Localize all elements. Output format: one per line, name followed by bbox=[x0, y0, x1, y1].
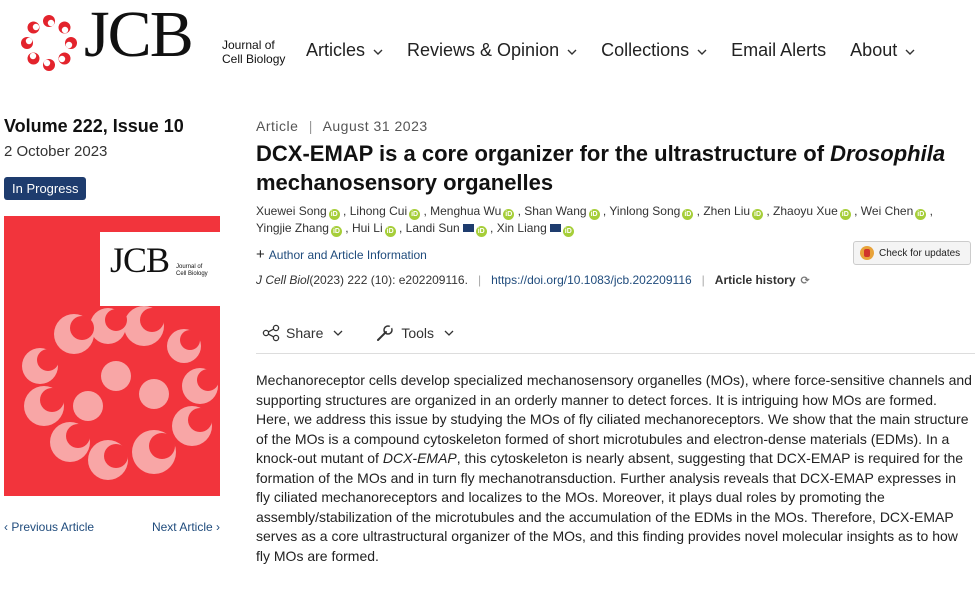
orcid-icon[interactable]: iD bbox=[477, 228, 485, 235]
previous-article-link[interactable] bbox=[4, 520, 94, 534]
nav-articles[interactable] bbox=[306, 40, 383, 61]
author-separator: , bbox=[763, 204, 774, 218]
article-abstract bbox=[256, 371, 972, 566]
orcid-icon[interactable]: iD bbox=[841, 211, 849, 218]
abstract-italic: DCX-EMAP bbox=[382, 450, 457, 466]
jcb-logo-mark-icon bbox=[18, 12, 80, 74]
author-item bbox=[773, 204, 851, 218]
crossmark-icon bbox=[860, 246, 874, 260]
citation-details: (2023) 222 (10): e202209116. bbox=[309, 273, 468, 287]
author-separator: , bbox=[420, 204, 431, 218]
share-icon bbox=[262, 324, 280, 342]
article-history-label: Article history bbox=[714, 273, 796, 287]
nav-email-alerts-label: Email Alerts bbox=[731, 40, 827, 60]
logo-subtitle bbox=[222, 38, 285, 66]
author-info-toggle[interactable] bbox=[256, 246, 427, 263]
logo-wordmark: JCB bbox=[84, 0, 192, 71]
article-type: Article bbox=[256, 118, 299, 134]
author-item bbox=[609, 204, 693, 218]
orcid-icon[interactable]: iD bbox=[754, 211, 762, 218]
author-separator: , bbox=[395, 221, 406, 235]
citation-separator: | bbox=[701, 273, 705, 287]
orcid-icon[interactable]: iD bbox=[332, 228, 340, 235]
author-item bbox=[352, 221, 396, 235]
orcid-icon[interactable]: iD bbox=[386, 228, 394, 235]
author-item bbox=[861, 204, 926, 218]
email-icon[interactable] bbox=[463, 224, 474, 232]
author-name[interactable]: Shan Wang bbox=[524, 204, 587, 218]
tools-label: Tools bbox=[401, 324, 435, 341]
orcid-icon[interactable]: iD bbox=[505, 211, 513, 218]
article-tools-bar bbox=[256, 312, 975, 354]
citation-journal: J Cell Biol bbox=[256, 273, 310, 287]
site-header bbox=[0, 0, 975, 95]
chevron-left-icon: ‹ bbox=[4, 520, 12, 534]
issue-cover-image[interactable] bbox=[4, 216, 220, 496]
author-separator: , bbox=[341, 221, 352, 235]
nav-collections[interactable] bbox=[601, 40, 707, 61]
meta-separator: | bbox=[308, 118, 313, 134]
author-item bbox=[497, 221, 574, 235]
author-list bbox=[256, 203, 956, 237]
author-name[interactable]: Wei Chen bbox=[860, 204, 914, 218]
author-name[interactable]: Landi Sun bbox=[405, 221, 460, 235]
title-part1: DCX-EMAP is a core organizer for the ultrastructure of bbox=[256, 141, 831, 166]
author-name[interactable]: Xuewei Song bbox=[256, 204, 327, 218]
author-separator: , bbox=[599, 204, 610, 218]
logo-subtitle-line2: Cell Biology bbox=[222, 52, 286, 66]
article-pagination bbox=[4, 520, 220, 534]
chevron-down-icon bbox=[697, 47, 707, 57]
author-separator: , bbox=[339, 204, 350, 218]
doi-link[interactable]: https://doi.org/10.1083/jcb.202209116 bbox=[491, 273, 692, 287]
nav-reviews-label: Reviews & Opinion bbox=[407, 40, 560, 60]
wrench-icon bbox=[375, 323, 395, 343]
author-name[interactable]: Zhaoyu Xue bbox=[773, 204, 838, 218]
nav-reviews-opinion[interactable] bbox=[407, 40, 577, 61]
author-name[interactable]: Hui Li bbox=[351, 221, 383, 235]
author-name[interactable]: Zhen Liu bbox=[703, 204, 751, 218]
issue-volume[interactable]: Volume 222, Issue 10 bbox=[4, 116, 184, 136]
article-date: August 31 2023 bbox=[322, 118, 428, 134]
email-icon[interactable] bbox=[550, 224, 561, 232]
tools-button[interactable] bbox=[375, 323, 460, 343]
author-separator: , bbox=[486, 221, 497, 235]
abstract-part1: Mechanoreceptor cells develop specialized mechanosensory organelles (MOs), where force-sensitive channels and supporting structures are organized in an orderly manner to detect forces. It is intriguing how MOs are formed. Here, we address this issue by studying the MOs of fly ciliated mechanoreceptors. We show that the main structure of the MOs is a compound cytoskeleton formed of short microtubules and electron-dense materials (EDMs). In a knock-out mutant of bbox=[256, 372, 972, 466]
cover-logo-box bbox=[100, 232, 220, 306]
orcid-icon[interactable]: iD bbox=[411, 211, 419, 218]
citation-separator: | bbox=[477, 273, 482, 287]
check-for-updates-button[interactable] bbox=[853, 241, 971, 265]
status-badge: In Progress bbox=[4, 177, 86, 200]
jcb-logo[interactable] bbox=[18, 0, 298, 84]
author-name[interactable]: Menghua Wu bbox=[430, 204, 502, 218]
author-item bbox=[406, 221, 487, 235]
share-button[interactable] bbox=[262, 324, 349, 342]
logo-subtitle-line1: Journal of bbox=[222, 38, 275, 52]
orcid-icon[interactable]: iD bbox=[564, 228, 572, 235]
abstract-part2: , this cytoskeleton is nearly absent, suggesting that DCX-EMAP is required for the formation of the MOs and in turn fly mechanotransduction. Further analysis reveals that DCX-EMAP expresses in fly ciliated mechanoreceptors and localizes to the MOs. Moreover, it plays dual roles by promoting the assembly/stabilization of the microtubules and the accumulation of the EDMs in the MOs. Therefore, DCX-EMAP serves as a core ultrastructural organizer of the MOs, and this finding provides novel molecular insights as to how fly MOs are formed. bbox=[256, 450, 964, 564]
chevron-down-icon bbox=[444, 328, 454, 338]
plus-icon: + bbox=[256, 246, 265, 263]
article-meta bbox=[256, 118, 428, 134]
author-name[interactable]: Yingjie Zhang bbox=[256, 221, 329, 235]
cover-logo-wordmark: JCB bbox=[110, 240, 170, 280]
article-title bbox=[256, 139, 966, 197]
author-name[interactable]: Yinlong Song bbox=[609, 204, 681, 218]
author-item bbox=[256, 221, 342, 235]
cover-logo-subtitle bbox=[176, 264, 208, 278]
main-nav bbox=[306, 40, 915, 61]
check-updates-label: Check for updates bbox=[879, 247, 961, 259]
share-label: Share bbox=[286, 324, 324, 341]
next-article-label: Next Article bbox=[151, 520, 213, 534]
author-item bbox=[703, 204, 763, 218]
title-italic: Drosophila bbox=[830, 141, 946, 166]
chevron-down-icon bbox=[373, 47, 383, 57]
chevron-down-icon bbox=[905, 47, 915, 57]
author-item bbox=[524, 204, 599, 218]
author-separator: , bbox=[693, 204, 704, 218]
chevron-right-icon: › bbox=[212, 520, 220, 534]
nav-collections-label: Collections bbox=[601, 40, 690, 60]
nav-email-alerts[interactable] bbox=[731, 40, 826, 61]
author-separator: , bbox=[514, 204, 525, 218]
previous-article-label: Previous Article bbox=[11, 520, 95, 534]
orcid-icon[interactable]: iD bbox=[590, 211, 598, 218]
cover-subtitle-line1: Journal of bbox=[176, 264, 203, 270]
article-history-button[interactable] bbox=[715, 273, 810, 287]
orcid-icon[interactable]: iD bbox=[684, 211, 692, 218]
author-item bbox=[430, 204, 514, 218]
orcid-icon[interactable]: iD bbox=[330, 211, 338, 218]
author-item bbox=[256, 204, 340, 218]
nav-about[interactable] bbox=[850, 40, 915, 61]
author-name[interactable]: Lihong Cui bbox=[349, 204, 408, 218]
author-separator: , bbox=[926, 204, 933, 218]
title-part2: mechanosensory organelles bbox=[256, 170, 554, 195]
orcid-icon[interactable]: iD bbox=[917, 211, 925, 218]
author-item bbox=[350, 204, 420, 218]
chevron-down-icon bbox=[333, 328, 343, 338]
next-article-link[interactable] bbox=[152, 520, 220, 534]
author-info-label: Author and Article Information bbox=[268, 248, 427, 262]
chevron-down-icon bbox=[567, 47, 577, 57]
cover-subtitle-line2: Cell Biology bbox=[176, 271, 208, 277]
citation-line bbox=[256, 273, 810, 287]
nav-articles-label: Articles bbox=[306, 40, 366, 60]
nav-about-label: About bbox=[850, 40, 898, 60]
author-separator: , bbox=[850, 204, 861, 218]
issue-date: 2 October 2023 bbox=[4, 143, 108, 160]
author-name[interactable]: Xin Liang bbox=[496, 221, 547, 235]
history-clock-icon: ⟳ bbox=[800, 275, 810, 287]
